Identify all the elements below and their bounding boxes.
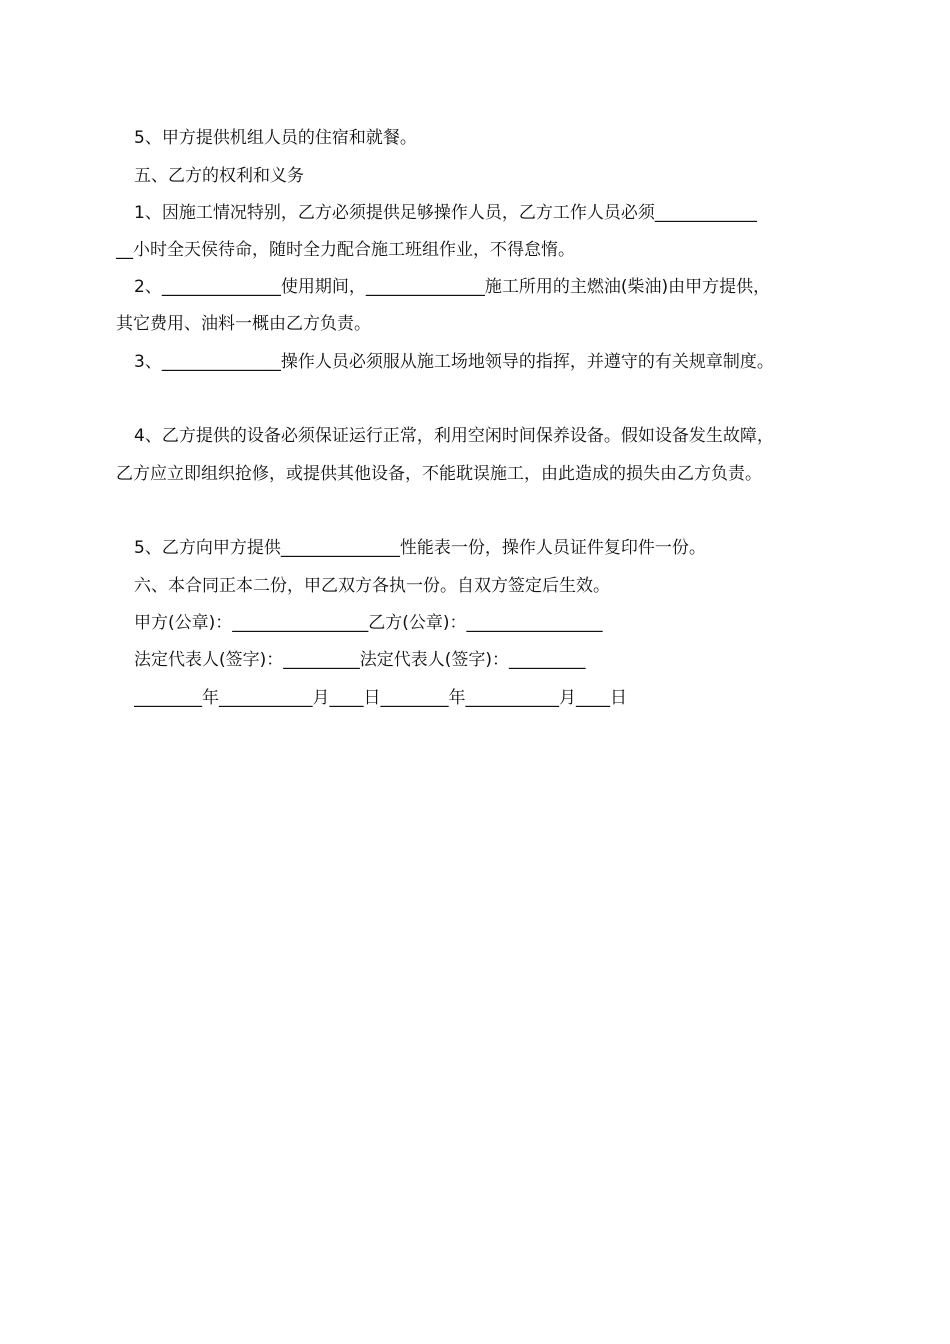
section-5-heading: 五、乙方的权利和义务	[134, 166, 304, 186]
clause-b2-line-1: 2、______________使用期间，______________施工所用的主燃油(柴油)由甲方提供，	[134, 277, 771, 297]
clause-b1-line-2: __小时全天侯待命，随时全力配合施工班组作业，不得怠惰。	[116, 240, 575, 260]
signature-date-line: ________年___________月____日________年___________月____日	[134, 688, 627, 708]
clause-b5: 5、乙方向甲方提供______________性能表一份，操作人员证件复印件一份。	[134, 538, 706, 558]
clause-b3: 3、______________操作人员必须服从施工场地领导的指挥，并遵守的有关规章制度。	[134, 352, 774, 372]
clause-b4-line-2: 乙方应立即组织抢修，或提供其他设备，不能耽误施工，由此造成的损失由乙方负责。	[116, 464, 762, 484]
section-6-copies: 六、本合同正本二份，甲乙双方各执一份。自双方签定后生效。	[134, 576, 610, 596]
signature-representative-line: 法定代表人(签字)：_________法定代表人(签字)：_________	[134, 650, 586, 670]
clause-b2-line-2: 其它费用、油料一概由乙方负责。	[116, 314, 371, 334]
clause-b1-line-1: 1、因施工情况特别，乙方必须提供足够操作人员，乙方工作人员必须____________	[134, 203, 757, 223]
clause-b4-line-1: 4、乙方提供的设备必须保证运行正常，利用空闲时间保养设备。假如设备发生故障，	[134, 426, 774, 446]
signature-seal-line: 甲方(公章)：________________乙方(公章)：________________	[134, 613, 603, 633]
clause-a5-accommodation: 5、甲方提供机组人员的住宿和就餐。	[134, 128, 417, 148]
